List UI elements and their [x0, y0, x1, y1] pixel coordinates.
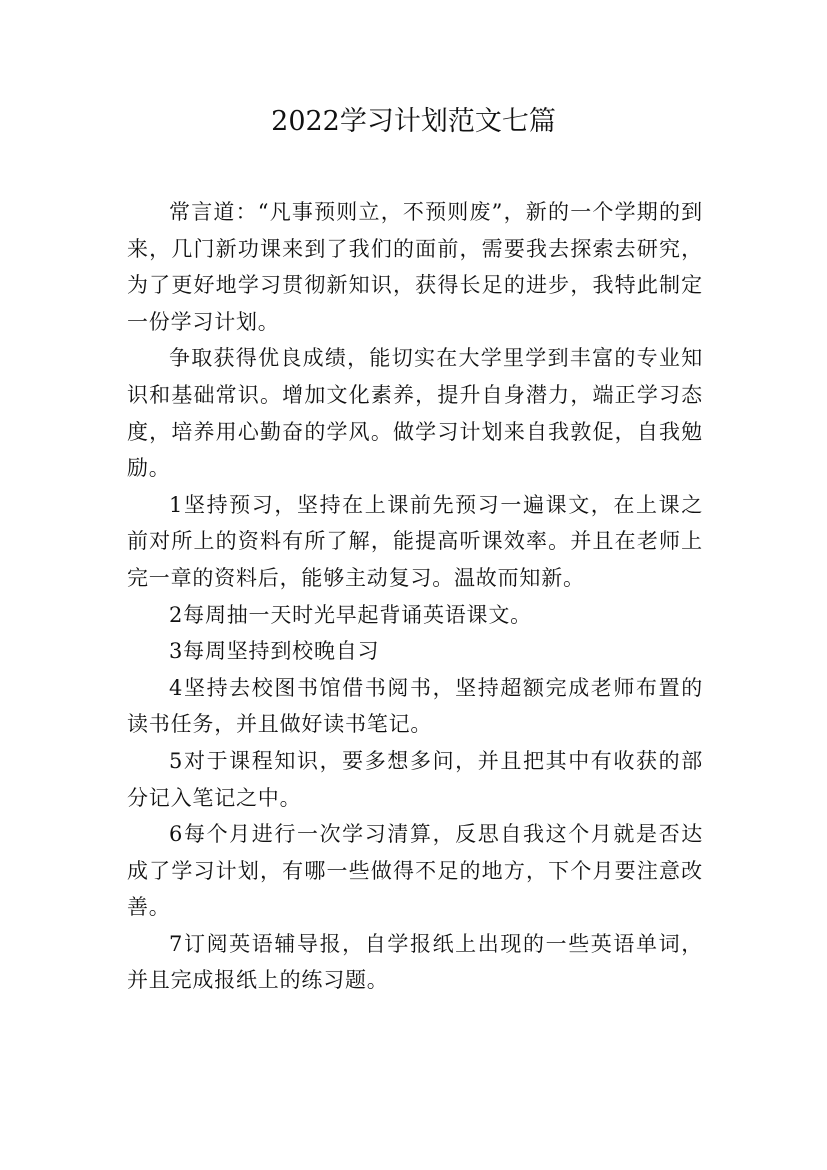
paragraph-goals: 争取获得优良成绩，能切实在大学里学到丰富的专业知识和基础常识。增加文化素养，提升自身潜力，端正学习态度，培养用心勤奋的学风。做学习计划来自我敦促，自我勉励。	[127, 346, 703, 481]
plan-item-7: 7订阅英语辅导报，自学报纸上出现的一些英语单词，并且完成报纸上的练习题。	[127, 931, 703, 993]
plan-item-5: 5对于课程知识，要多想多问，并且把其中有收获的部分记入笔记之中。	[127, 748, 703, 810]
plan-item-2: 2每周抽一天时光早起背诵英语课文。	[169, 602, 532, 627]
plan-item-4: 4坚持去校图书馆借书阅书，坚持超额完成老师布置的读书任务，并且做好读书笔记。	[127, 675, 703, 737]
document-body	[127, 194, 703, 999]
paragraph-intro: 常言道：“凡事预则立，不预则废”，新的一个学期的到来，几门新功课来到了我们的面前，需要我去探索去研究，为了更好地学习贯彻新知识，获得长足的进步，我特此制定一份学习计划。	[127, 200, 703, 334]
document-title: 2022学习计划范文七篇	[271, 106, 556, 137]
plan-item-3: 3每周坚持到校晚自习	[169, 639, 380, 664]
plan-item-1: 1坚持预习，坚持在上课前先预习一遍课文，在上课之前对所上的资料有所了解，能提高听课效率。并且在老师上完一章的资料后，能够主动复习。温故而知新。	[127, 492, 703, 590]
plan-item-6: 6每个月进行一次学习清算，反思自我这个月就是否达成了学习计划，有哪一些做得不足的地方，下个月要注意改善。	[127, 822, 703, 920]
